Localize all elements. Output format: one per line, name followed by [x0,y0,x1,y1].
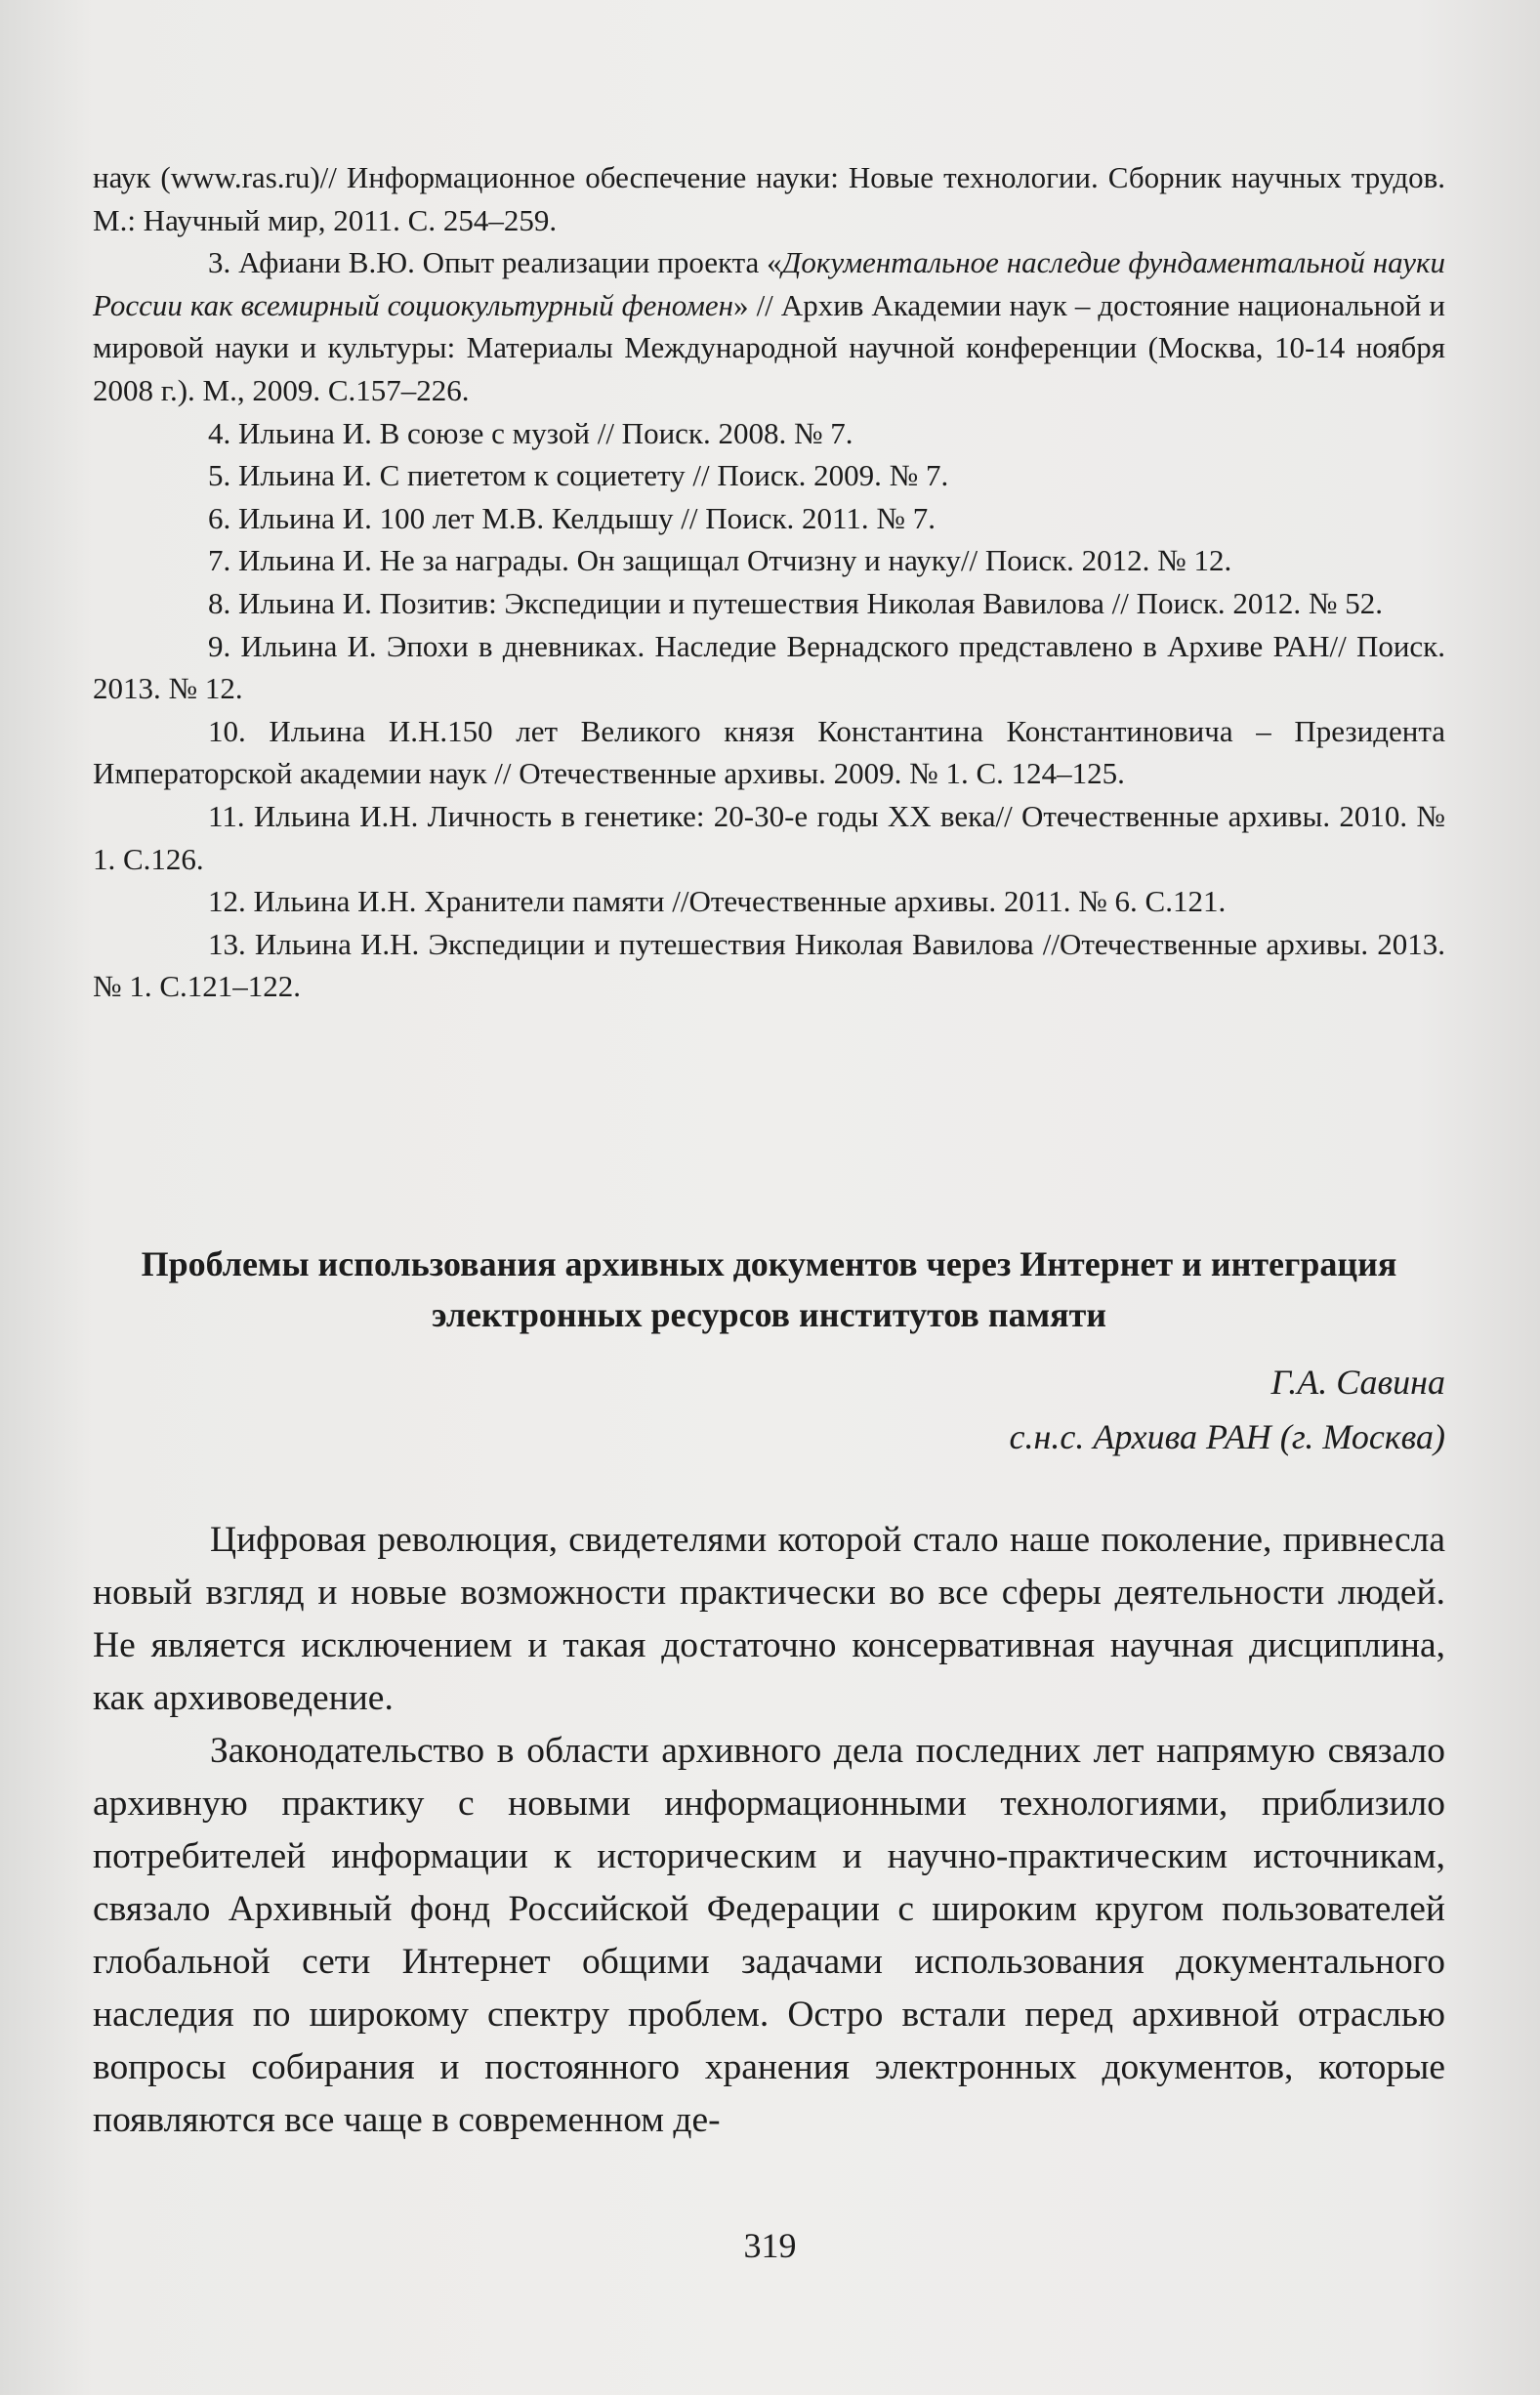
reference-item: 8. Ильина И. Позитив: Экспедиции и путешествия Николая Вавилова // Поиск. 2012. № 52. [208,585,1383,620]
reference-item: наук (www.ras.ru)// Информационное обеспечение науки: Новые технологии. Сборник научных трудов. М.: Научный мир, 2011. С. 254–259. [93,160,1445,237]
reference-item: 6. Ильина И. 100 лет М.В. Келдышу // Поиск. 2011. № 7. [208,500,936,535]
article-body [93,1514,1445,2147]
reference-item: 10. Ильина И.Н.150 лет Великого князя Константина Константиновича – Президента Императорской академии наук // Отечественные архивы. 2009. № 1. С. 124–125. [93,713,1445,791]
references-list [93,156,1445,1008]
reference-item: 12. Ильина И.Н. Хранители памяти //Отечественные архивы. 2011. № 6. С.121. [208,884,1227,919]
body-paragraph: Законодательство в области архивного дела последних лет напрямую связало архивную практику с новыми информационными технологиями, приблизило потребителей информации к историческим и научно-практическим источникам, связало Архивный фонд Российской Федерации с широким кругом пользователей глобальной сети Интернет общими задачами использования документального наследия по широкому спектру проблем. Остро встали перед архивной отраслью вопросы собирания и постоянного хранения электронных документов, которые появляются все чаще в современном де- [93,1731,1445,2140]
reference-item: 13. Ильина И.Н. Экспедиции и путешествия Николая Вавилова //Отечественные архивы. 2013. № 1. С.121–122. [93,926,1445,1004]
reference-item: 5. Ильина И. С пиететом к социетету // Поиск. 2009. № 7. [208,458,949,493]
article-author: Г.А. Савина [1270,1363,1445,1402]
reference-item [93,241,1445,411]
article-title: Проблемы использования архивных документов через Интернет и интеграция электронных ресурсов институтов памяти [141,1244,1397,1334]
reference-item: 7. Ильина И. Не за награды. Он защищал Отчизну и науку// Поиск. 2012. № 12. [208,543,1232,578]
reference-italic-title: Документальное наследие фундаментальной науки России как всемирный социокультурный феномен [93,245,1445,322]
reference-item: 4. Ильина И. В союзе с музой // Поиск. 2008. № 7. [208,415,853,450]
reference-item: 9. Ильина И. Эпохи в дневниках. Наследие Вернадского представлено в Архиве РАН// Поиск. 2013. № 12. [93,628,1445,706]
reference-text: » // Архив Академии наук – достояние национальной и мировой науки и культуры: Материалы Международной научной конференции (Москва, 10-14 ноября 2008 г.). М., 2009. С.157–226. [93,287,1446,407]
reference-item: 11. Ильина И.Н. Личность в генетике: 20-30-е годы XX века// Отечественные архивы. 2010. № 1. С.126. [93,798,1445,876]
author-affiliation: с.н.с. Архива РАН (г. Москва) [1009,1417,1445,1456]
page-number: 319 [743,2226,797,2265]
reference-text: 3. Афиани В.Ю. Опыт реализации проекта « [208,245,782,280]
body-paragraph: Цифровая революция, свидетелями которой стало наше поколение, привнесла новый взгляд и новые возможности практически во все сферы деятельности людей. Не является исключением и такая достаточно консервативная научная дисциплина, как архивоведение. [93,1520,1445,1718]
